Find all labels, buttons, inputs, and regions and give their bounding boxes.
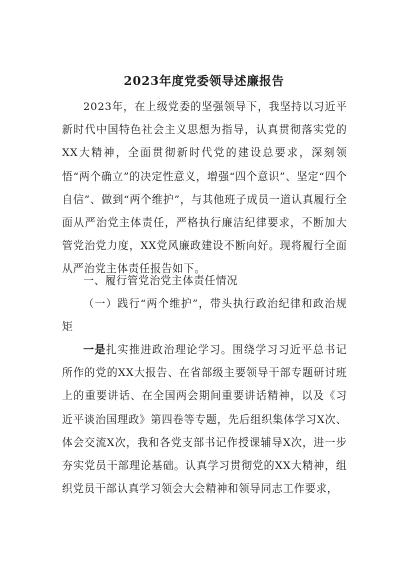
point-paragraph — [62, 339, 347, 501]
point-lead: 一是 — [83, 344, 107, 356]
document-title: 2023年度党委领导述廉报告 — [123, 74, 285, 88]
section-heading-block — [62, 270, 347, 293]
subsection-heading-block — [62, 293, 347, 339]
intro-paragraph: 2023年，在上级党委的坚强领导下，我坚持以习近平新时代中国特色社会主义思想为指导，认真贯彻落实党的XX大精神，全面贯彻新时代党的建设总要求，深刻领悟“两个确立”的决定性意义，增强“四个意识”、坚定“四个自信”、做到“两个维护”，与其他班子成员一道认真履行全面从严治党主体责任，严格执行廉洁纪律要求，不断加大管党治党力度，XX党风廉政建设不断向好。现将履行全面从严治党主体责任报告如下。 — [62, 101, 347, 276]
point-body: 扎实推进政治理论学习。围绕学习习近平总书记所作的党的XX大报告、在省部级主要领导干部专题研讨班上的重要讲话、在全国两会期间重要讲话精神，以及《习近平谈治国理政》第四卷等专题，先后组织集体学习X次、体会交流X次，我和各党支部书记作授课辅导X次，进一步夯实党员干部理论基础。认真学习贯彻党的XX大精神，组织党员干部认真学习领会大会精神和领导同志工作要求， — [62, 344, 347, 496]
intro-paragraph-block — [62, 96, 347, 282]
subsection-heading: （一）践行“两个维护”，带头执行政治纪律和政治规矩 — [62, 298, 347, 334]
section-heading: 一、履行管党治党主体责任情况 — [83, 275, 238, 287]
point-paragraph-block — [62, 339, 347, 501]
